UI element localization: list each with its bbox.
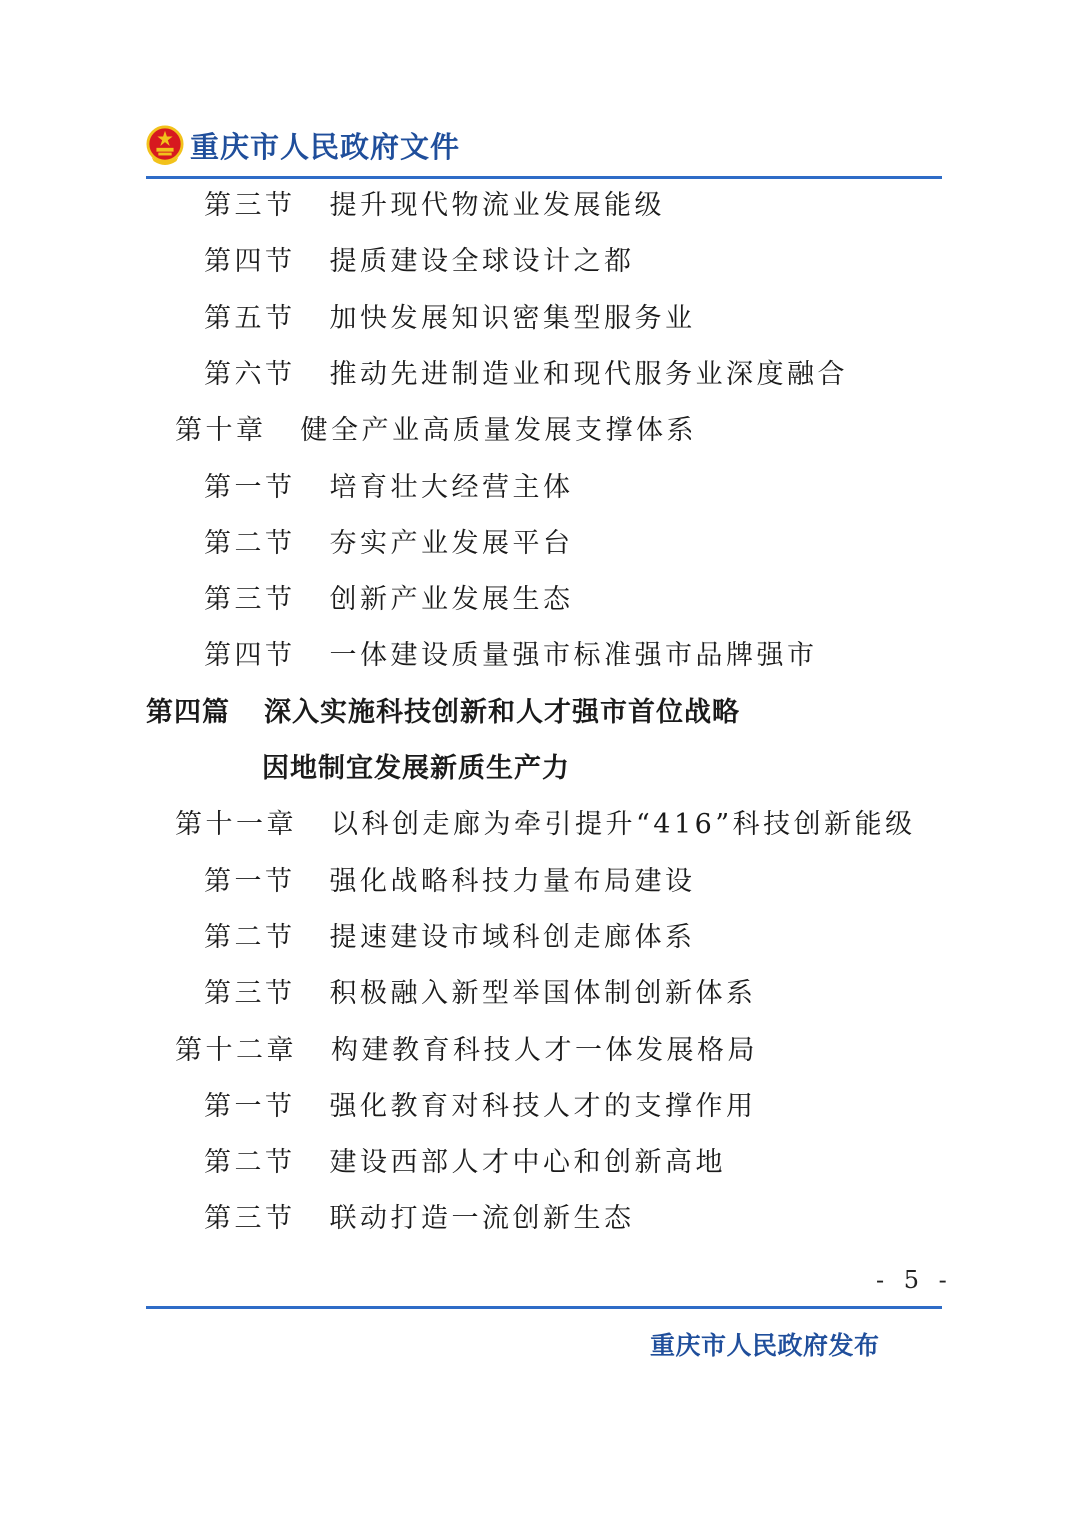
- toc-title: 构建教育科技人才一体发展格局: [331, 1034, 758, 1066]
- toc-number: 第十二章: [175, 1034, 297, 1066]
- toc-section-line: [204, 584, 574, 616]
- footer-publisher: 重庆市人民政府发布: [650, 1331, 880, 1360]
- toc-number: 第四节: [204, 246, 296, 278]
- toc-number: 第五节: [204, 302, 296, 334]
- toc-section-line: [204, 302, 696, 334]
- toc-section-line: [204, 192, 665, 219]
- toc-number: 第二节: [204, 1147, 296, 1179]
- toc-title: 深入实施科技创新和人才强市首位战略: [264, 696, 740, 728]
- toc-title: 一体建设质量强市标准强市品牌强市: [329, 640, 818, 672]
- toc-number: 第六节: [204, 358, 296, 390]
- toc-number: 第四节: [204, 640, 296, 672]
- toc-title: 提升现代物流业发展能级: [329, 190, 665, 221]
- toc-chapter-line: [175, 1034, 758, 1066]
- toc-title: 建设西部人才中心和创新高地: [329, 1147, 726, 1179]
- toc-section-line: [204, 471, 574, 503]
- toc-title: 夯实产业发展平台: [329, 527, 574, 559]
- page-number: - 5 -: [876, 1266, 953, 1294]
- toc-part-line: [146, 696, 740, 728]
- national-emblem-icon: [146, 125, 184, 165]
- toc-number: 第三节: [204, 1203, 296, 1235]
- toc-title: 加快发展知识密集型服务业: [329, 302, 696, 334]
- toc-number: 第三节: [204, 190, 296, 221]
- toc-title: 因地制宜发展新质生产力: [262, 753, 570, 784]
- header-title: 重庆市人民政府文件: [190, 129, 461, 164]
- header-rule: [146, 176, 942, 179]
- toc-number: 第一节: [204, 1090, 296, 1122]
- toc-number: 第十章: [175, 415, 267, 447]
- toc-number: 第二节: [204, 921, 296, 953]
- toc-section-line: [204, 921, 696, 953]
- toc-number: 第三节: [204, 978, 296, 1010]
- toc-title: 联动打造一流创新生态: [329, 1203, 635, 1235]
- toc-section-line: [204, 1090, 757, 1122]
- toc-title: 以科创走廊为牵引提升“416”科技创新能级: [331, 809, 916, 841]
- toc-chapter-line: [175, 415, 697, 447]
- toc-number: 第二节: [204, 527, 296, 559]
- toc-number: 第一节: [204, 865, 296, 897]
- toc-title: 创新产业发展生态: [329, 584, 574, 616]
- toc-title: 积极融入新型举国体制创新体系: [329, 978, 757, 1010]
- toc-section-line: [204, 246, 635, 278]
- footer-rule: [146, 1306, 942, 1309]
- toc-number: 第三节: [204, 584, 296, 616]
- toc-chapter-line: [175, 809, 916, 841]
- toc-section-line: [204, 865, 696, 897]
- toc-part-cont-line: [262, 755, 570, 782]
- toc-title: 培育壮大经营主体: [329, 471, 574, 503]
- toc-section-line: [204, 1203, 635, 1235]
- toc-number: 第四篇: [146, 696, 230, 728]
- toc-title: 强化教育对科技人才的支撑作用: [329, 1090, 757, 1122]
- toc-title: 推动先进制造业和现代服务业深度融合: [329, 358, 848, 390]
- toc-section-line: [204, 978, 757, 1010]
- toc-section-line: [204, 358, 848, 390]
- toc-title: 健全产业高质量发展支撑体系: [300, 415, 697, 447]
- toc-section-line: [204, 527, 574, 559]
- document-header: [146, 120, 460, 170]
- toc-number: 第十一章: [175, 809, 297, 841]
- toc-title: 强化战略科技力量布局建设: [329, 865, 696, 897]
- toc-title: 提速建设市域科创走廊体系: [329, 921, 696, 953]
- toc-title: 提质建设全球设计之都: [329, 246, 635, 278]
- toc-section-line: [204, 1147, 726, 1179]
- toc-number: 第一节: [204, 471, 296, 503]
- toc-section-line: [204, 640, 818, 672]
